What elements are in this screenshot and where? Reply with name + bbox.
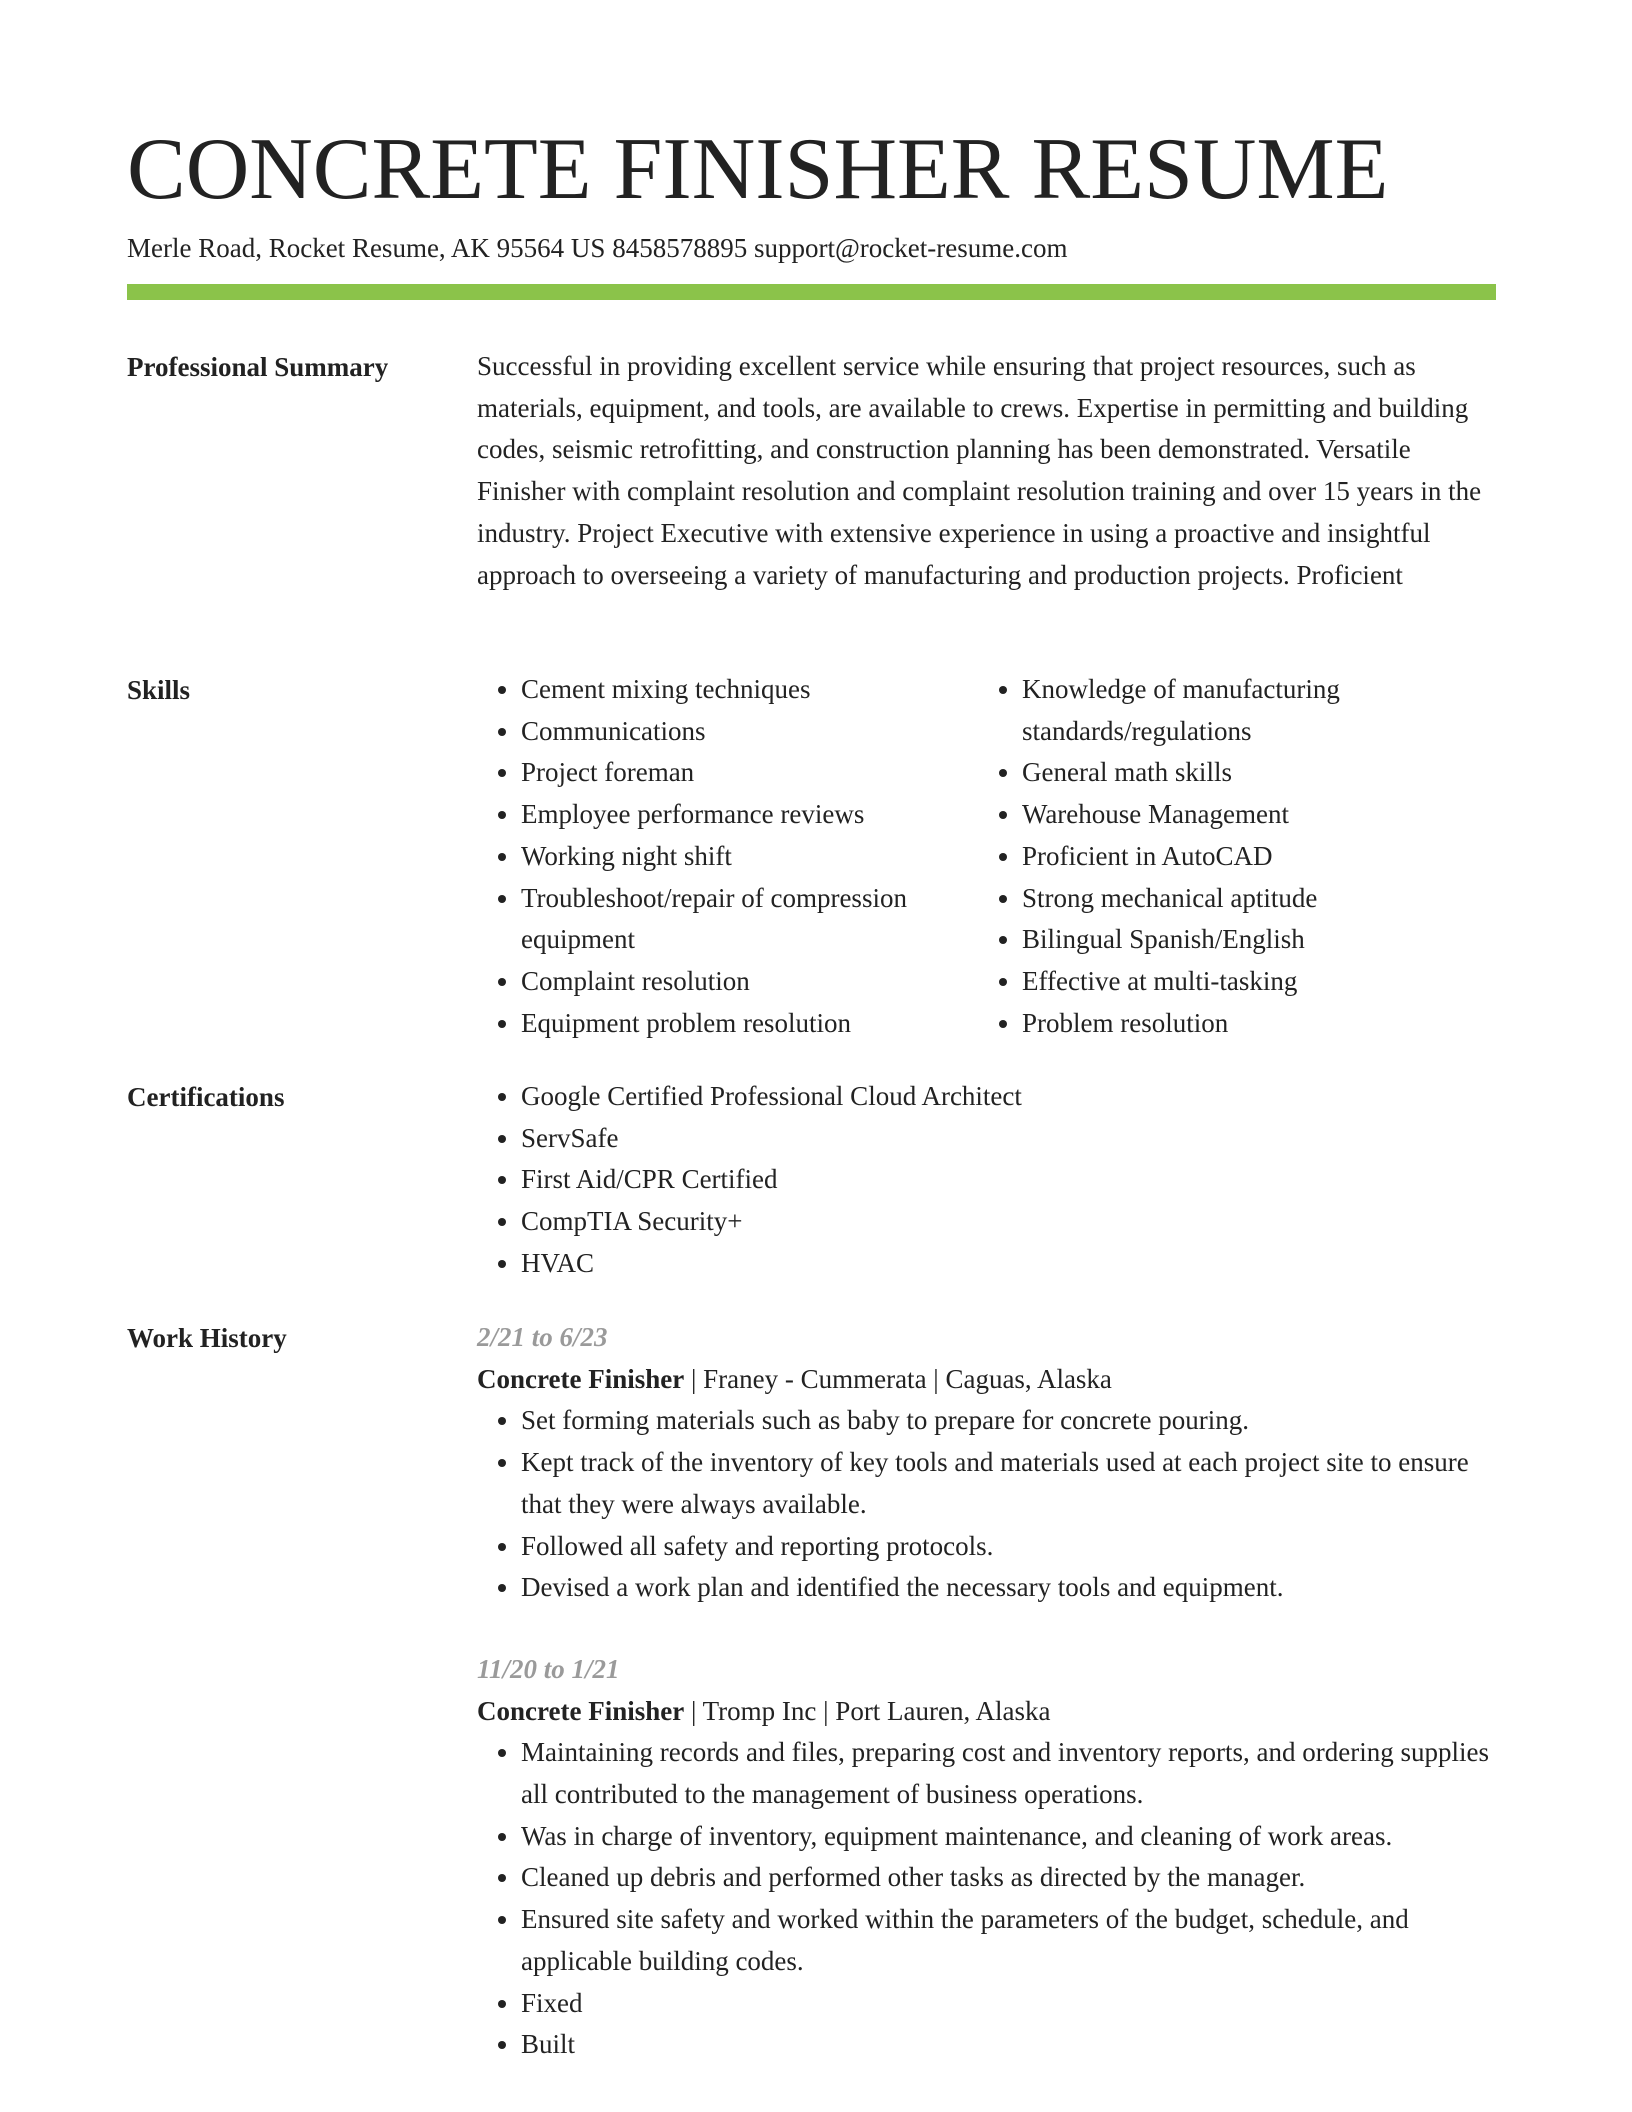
skill-item: • Strong mechanical aptitude (1022, 878, 1496, 920)
job-bullet: • Ensured site safety and worked within the parameters of the budget, schedule, and applicable building codes. (521, 1899, 1496, 1982)
job-bullet: • Maintaining records and files, preparing cost and inventory reports, and ordering supplies all contributed to the management of business operations. (521, 1732, 1496, 1815)
skill-item: • Troubleshoot/repair of compression equipment (521, 878, 978, 961)
job-employer-location: | Franey - Cummerata | Caguas, Alaska (684, 1363, 1112, 1394)
skills-list-right (978, 669, 1496, 1044)
skill-item: • Problem resolution (1022, 1003, 1496, 1045)
job-bullet-list (477, 1732, 1496, 2066)
accent-divider (127, 284, 1496, 300)
certification-item: • HVAC (521, 1243, 1496, 1285)
certification-item: • ServSafe (521, 1118, 1496, 1160)
skill-item: • Project foreman (521, 752, 978, 794)
job-dates: 2/21 to 6/23 (477, 1322, 608, 1352)
job-dates: 11/20 to 1/21 (477, 1653, 620, 1684)
job-title: Concrete Finisher (477, 1695, 685, 1726)
skill-item: • Cement mixing techniques (521, 669, 978, 711)
skill-item: • Effective at multi-tasking (1022, 961, 1496, 1003)
job-bullet: • Followed all safety and reporting protocols. (521, 1526, 1496, 1568)
certifications-list (477, 1076, 1496, 1285)
skill-item: • Proficient in AutoCAD (1022, 836, 1496, 878)
skill-item: • Working night shift (521, 836, 978, 878)
summary-heading: Professional Summary (127, 352, 389, 382)
job-bullet-list (477, 1400, 1496, 1609)
job-title: Concrete Finisher (477, 1363, 685, 1394)
skill-item: • Communications (521, 711, 978, 753)
skill-item: • Warehouse Management (1022, 794, 1496, 836)
job-heading (477, 1691, 1496, 1733)
summary-body (477, 346, 1496, 596)
skills-body (477, 669, 1496, 1044)
skills-list-left (477, 669, 978, 1044)
certification-item: • CompTIA Security+ (521, 1201, 1496, 1243)
summary-text: Successful in providing excellent service while ensuring that project resources, such as materials, equipment, and tools, are available to crews. Expertise in permitting and building codes, seismic retrofitting, and construction planning has been demonstrated. Versatile Finisher with complaint resolution and complaint resolution training and over 15 years in the industry. Project Executive with extensive experience in using a proactive and insightful approach to overseeing a variety of manufacturing and production projects. Proficient (477, 351, 1482, 590)
job-entry (477, 1649, 1496, 2066)
certification-item: • Google Certified Professional Cloud Architect (521, 1076, 1496, 1118)
work-history-heading: Work History (127, 1323, 287, 1353)
skill-item: • Bilingual Spanish/English (1022, 919, 1496, 961)
job-employer-location: | Tromp Inc | Port Lauren, Alaska (684, 1695, 1051, 1726)
job-heading (477, 1359, 1496, 1401)
resume-title: CONCRETE FINISHER RESUME (127, 121, 1389, 218)
skill-item: • General math skills (1022, 752, 1496, 794)
job-bullet: • Was in charge of inventory, equipment maintenance, and cleaning of work areas. (521, 1816, 1496, 1858)
job-bullet: • Fixed (521, 1983, 1496, 2025)
certifications-body (477, 1076, 1496, 1285)
skills-columns (477, 669, 1496, 1044)
skill-item: • Knowledge of manufacturing standards/regulations (1022, 669, 1496, 752)
skills-heading: Skills (127, 675, 191, 705)
certifications-heading: Certifications (127, 1082, 285, 1112)
job-bullet: • Cleaned up debris and performed other tasks as directed by the manager. (521, 1857, 1496, 1899)
job-bullet: • Kept track of the inventory of key tools and materials used at each project site to ensure that they were always available. (521, 1442, 1496, 1525)
job-bullet: • Devised a work plan and identified the necessary tools and equipment. (521, 1567, 1496, 1609)
skill-item: • Equipment problem resolution (521, 1003, 978, 1045)
skill-item: • Complaint resolution (521, 961, 978, 1003)
job-bullet: • Built (521, 2024, 1496, 2066)
skill-item: • Employee performance reviews (521, 794, 978, 836)
work-history-body (477, 1317, 1496, 2106)
certification-item: • First Aid/CPR Certified (521, 1159, 1496, 1201)
job-bullet: • Set forming materials such as baby to prepare for concrete pouring. (521, 1400, 1496, 1442)
job-entry (477, 1317, 1496, 1609)
contact-line: Merle Road, Rocket Resume, AK 95564 US 8458578895 support@rocket-resume.com (127, 233, 1068, 263)
